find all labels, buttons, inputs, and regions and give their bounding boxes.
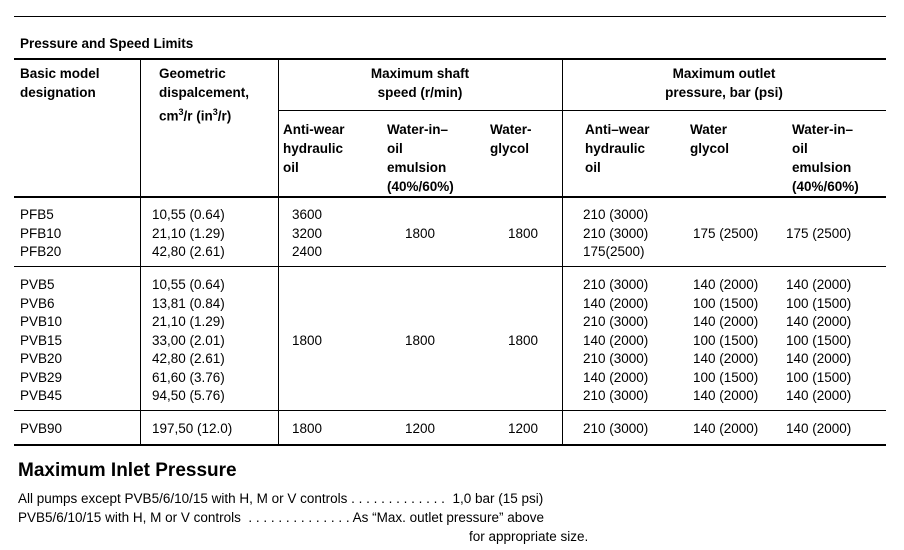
cell-models: PFB20 bbox=[20, 244, 62, 259]
cell-displacement: 42,80 (2.61) bbox=[152, 351, 225, 366]
cell-displacement: 10,55 (0.64) bbox=[152, 207, 225, 222]
cell-speed-water-glycol: 1800 bbox=[508, 332, 539, 348]
cell-speed-anti-wear: 1800 bbox=[292, 332, 323, 348]
table-title: Pressure and Speed Limits bbox=[20, 36, 194, 51]
cell-pressure-water-glycol: 175 (2500) bbox=[693, 225, 759, 241]
cell-pressure-water-glycol: 140 (2000) bbox=[693, 277, 759, 292]
header-bottom-rule bbox=[14, 196, 886, 198]
header-displacement-line2: dispalcement, bbox=[159, 85, 250, 100]
cell-pressure-anti-wear: 210 (3000) bbox=[583, 351, 649, 366]
header-model-line2: designation bbox=[20, 85, 96, 100]
cell-models: PVB6 bbox=[20, 295, 55, 311]
cell-pressure-anti-wear: 210 (3000) bbox=[583, 277, 649, 292]
cell-pressure-anti-wear: 210 (3000) bbox=[583, 314, 649, 329]
inlet-line-3: for appropriate size. bbox=[469, 529, 589, 544]
cell-speed-anti-wear: 3600 bbox=[292, 207, 323, 222]
cell-displacement: 94,50 (5.76) bbox=[152, 388, 225, 403]
cell-pressure-water-in-oil: 140 (2000) bbox=[786, 388, 852, 403]
col-divider-3 bbox=[562, 59, 563, 445]
cell-pressure-water-in-oil: 140 (2000) bbox=[786, 351, 852, 366]
header-displacement-line1: Geometric bbox=[159, 66, 226, 81]
header-model-line1: Basic model bbox=[20, 66, 100, 81]
header-max-speed-line2: speed (r/min) bbox=[377, 85, 463, 100]
cell-pressure-water-glycol: 140 (2000) bbox=[693, 421, 759, 436]
inlet-line-1: All pumps except PVB5/6/10/15 with H, M or V controls . . . . . . . . . . . . . 1,0 bar (15 psi) bbox=[18, 491, 544, 506]
cell-pressure-anti-wear: 140 (2000) bbox=[583, 295, 649, 311]
cell-pressure-water-glycol: 140 (2000) bbox=[693, 314, 759, 329]
cell-models: PVB15 bbox=[20, 332, 63, 348]
header-displacement-unit: $cm^3/r$ $(in^3/r)$ bbox=[159, 107, 232, 124]
col-divider-2 bbox=[278, 59, 279, 445]
cell-pressure-water-glycol: 100 (1500) bbox=[693, 332, 759, 348]
cell-pressure-water-in-oil: 140 (2000) bbox=[786, 314, 852, 329]
col-divider-1 bbox=[140, 59, 141, 445]
cell-displacement: 13,81 (0.84) bbox=[152, 295, 225, 311]
cell-speed-water-glycol: 1200 bbox=[508, 421, 539, 436]
cell-pressure-water-in-oil: 100 (1500) bbox=[786, 332, 852, 348]
cell-pressure-anti-wear: 175(2500) bbox=[583, 244, 645, 259]
cell-displacement: 197,50 (12.0) bbox=[152, 421, 233, 436]
table-bottom-rule bbox=[14, 444, 886, 446]
subheader-rule bbox=[278, 110, 886, 111]
cell-pressure-water-glycol: 140 (2000) bbox=[693, 388, 759, 403]
cell-pressure-anti-wear: 210 (3000) bbox=[583, 207, 649, 222]
cell-speed-anti-wear: 1800 bbox=[292, 421, 323, 436]
cell-models: PVB10 bbox=[20, 314, 63, 329]
group2-bottom-rule bbox=[14, 410, 886, 411]
top-rule bbox=[14, 16, 886, 17]
cell-pressure-water-in-oil: 175 (2500) bbox=[786, 225, 852, 241]
cell-speed-water-in-oil: 1800 bbox=[405, 225, 436, 241]
header-max-pressure-line1: Maximum outlet bbox=[672, 66, 776, 81]
cell-pressure-water-glycol: 100 (1500) bbox=[693, 295, 759, 311]
cell-speed-water-in-oil: 1200 bbox=[405, 421, 436, 436]
cell-models: PFB10 bbox=[20, 225, 62, 241]
cell-displacement: 10,55 (0.64) bbox=[152, 277, 225, 292]
cell-speed-water-glycol: 1800 bbox=[508, 225, 539, 241]
cell-pressure-water-in-oil: 100 (1500) bbox=[786, 295, 852, 311]
cell-pressure-anti-wear: 140 (2000) bbox=[583, 332, 649, 348]
cell-pressure-anti-wear: 210 (3000) bbox=[583, 421, 649, 436]
cell-pressure-anti-wear: 210 (3000) bbox=[583, 388, 649, 403]
header-top-rule bbox=[14, 58, 886, 60]
cell-speed-water-in-oil: 1800 bbox=[405, 332, 436, 348]
header-max-speed-line1: Maximum shaft bbox=[370, 66, 470, 81]
header-max-pressure-line2: pressure, bar (psi) bbox=[665, 85, 783, 100]
inlet-line-2: PVB5/6/10/15 with H, M or V controls . . . . . . . . . . . . . . As “Max. outlet pressure” above bbox=[18, 510, 544, 525]
cell-speed-anti-wear: 2400 bbox=[292, 244, 323, 259]
cell-pressure-anti-wear: 210 (3000) bbox=[583, 225, 649, 241]
cell-models: PVB20 bbox=[20, 351, 63, 366]
group1-bottom-rule bbox=[14, 266, 886, 267]
cell-pressure-water-in-oil: 140 (2000) bbox=[786, 277, 852, 292]
cell-pressure-water-glycol: 100 (1500) bbox=[693, 369, 759, 385]
cell-pressure-anti-wear: 140 (2000) bbox=[583, 369, 649, 385]
cell-speed-anti-wear: 3200 bbox=[292, 225, 323, 241]
cell-models: PVB29 bbox=[20, 369, 63, 385]
cell-displacement: 21,10 (1.29) bbox=[152, 314, 225, 329]
inlet-heading: Maximum Inlet Pressure bbox=[18, 460, 237, 481]
cell-models: PFB5 bbox=[20, 207, 54, 222]
cell-models: PVB90 bbox=[20, 421, 63, 436]
cell-models: PVB45 bbox=[20, 388, 63, 403]
cell-displacement: 21,10 (1.29) bbox=[152, 225, 225, 241]
cell-pressure-water-in-oil: 100 (1500) bbox=[786, 369, 852, 385]
cell-models: PVB5 bbox=[20, 277, 55, 292]
cell-displacement: 42,80 (2.61) bbox=[152, 244, 225, 259]
cell-pressure-water-in-oil: 140 (2000) bbox=[786, 421, 852, 436]
cell-displacement: 33,00 (2.01) bbox=[152, 332, 225, 348]
cell-pressure-water-glycol: 140 (2000) bbox=[693, 351, 759, 366]
cell-displacement: 61,60 (3.76) bbox=[152, 369, 225, 385]
